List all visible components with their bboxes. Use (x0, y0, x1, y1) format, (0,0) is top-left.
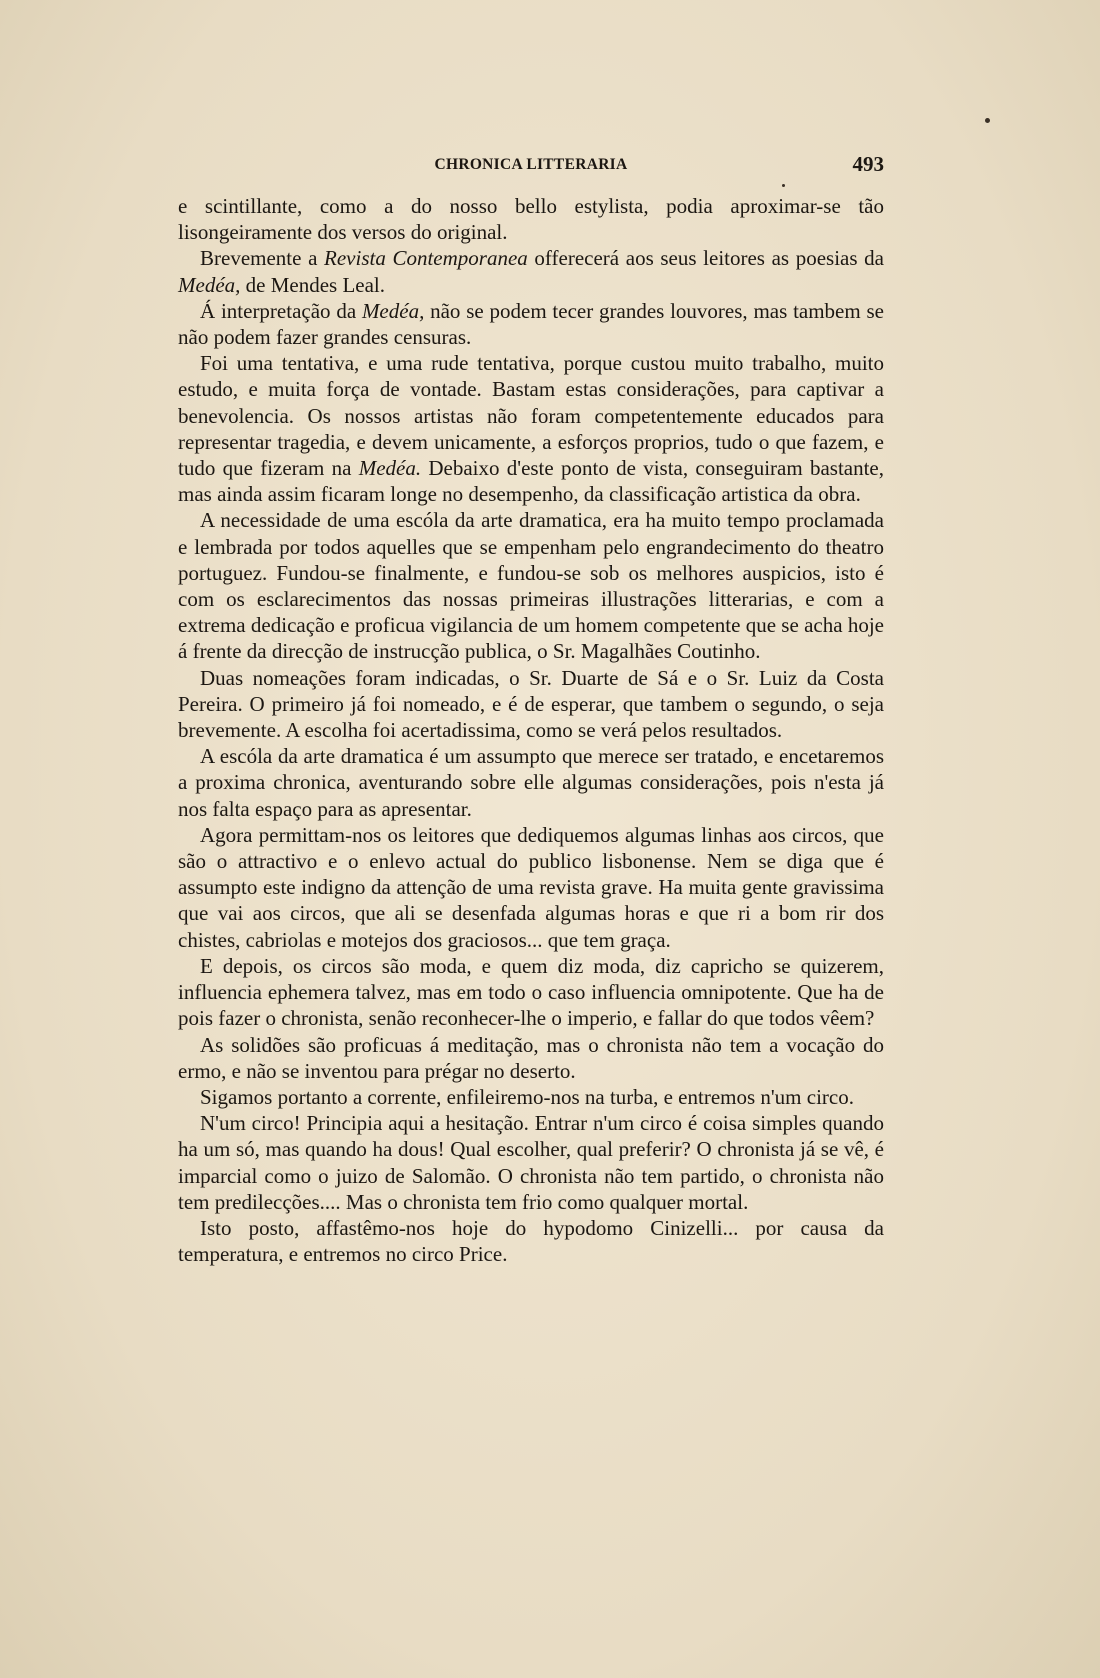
paragraph-p6 (178, 665, 884, 744)
text-run: Foi uma tentativa, e uma rude tentativa, porque custou muito trabalho, muito estudo, e muita força de vontade. Bastam estas considerações, para captivar a benevolencia. Os nossos artistas não foram competentemente educados para representar tragedia, e devem unicamente, a esforços proprios, tudo o que fazem, e tudo que fizeram na (178, 351, 884, 481)
text-run: As solidões são proficuas á meditação, mas o chronista não tem a vocação do ermo, e não se inventou para prégar no deserto. (178, 1032, 884, 1083)
text-run: Duas nomeações foram indicadas, o Sr. Duarte de Sá e o Sr. Luiz da Costa Pereira. O primeiro já foi nomeado, e é de esperar, que tambem o segundo, o seja brevemente. A escolha foi acertadissima, como se verá pelos resultados. (178, 665, 884, 743)
paragraph-p3 (178, 298, 884, 350)
paragraph-p12 (178, 1110, 884, 1215)
italic-title: Medéa. (358, 456, 422, 481)
paragraph-p9 (178, 953, 884, 1032)
text-run: Debaixo d'este ponto de vista, conseguiram bastante, mas ainda assim ficaram longe no desempenho, da classificação artistica da obra. (178, 456, 885, 507)
italic-title: Medéa, (178, 272, 241, 297)
paragraph-p11 (178, 1084, 884, 1110)
paragraph-p1 (178, 193, 884, 245)
text-run: de Mendes Leal. (240, 272, 386, 297)
page-number: 493 (852, 152, 884, 176)
ink-speck (985, 118, 990, 123)
text-run: E depois, os circos são moda, e quem diz moda, diz capricho se quizerem, influencia ephemera talvez, mas em todo o caso influencia omnipotente. Que ha de pois fazer o chronista, senão reconhecer-lhe o imperio, e fallar do que todos vêem? (178, 953, 884, 1031)
paragraph-p4 (178, 350, 884, 507)
text-run: N'um circo! Principia aqui a hesitação. Entrar n'um circo é coisa simples quando ha um só, mas quando ha dous! Qual escolher, qual preferir? O chronista já se vê, é imparcial como o juizo de Salomão. O chronista não tem partido, o chronista não tem predilecções.... Mas o chronista tem frio como qualquer mortal. (178, 1111, 884, 1214)
text-run: offerecerá aos seus leitores as poesias da (527, 246, 884, 271)
ink-speck (782, 184, 785, 187)
italic-title: Revista Contemporanea (324, 246, 528, 271)
text-run: e scintillante, como a do nosso bello estylista, podia aproximar-se tão lisongeiramente dos versos do original. (178, 194, 884, 245)
text-run: A escóla da arte dramatica é um assumpto que merece ser tratado, e encetaremos a proxima chronica, aventurando sobre elle algumas considerações, pois n'esta já nos falta espaço para as apresentar. (178, 744, 884, 821)
page-header (178, 152, 884, 182)
text-run: não se podem tecer grandes louvores, mas tambem se não podem fazer grandes censuras. (178, 298, 884, 350)
text-run: Isto posto, affastêmo-nos hoje do hypodomo Cinizelli... por causa da temperatura, e entremos no circo Price. (178, 1215, 884, 1267)
paragraph-p2 (178, 245, 884, 297)
paragraph-p13 (178, 1215, 884, 1267)
text-run: Agora permittam-nos os leitores que dediquemos algumas linhas aos circos, que são o attractivo e o enlevo actual do publico lisbonense. Nem se diga que é assumpto este indigno da attenção de uma revista grave. Ha muita gente gravissima que vai aos circos, que ali se desenfada algumas horas e que ri a bom rir dos chistes, cabriolas e motejos dos graciosos... que tem graça. (178, 822, 884, 952)
text-body (178, 193, 884, 1267)
text-run: Á interpretação da (200, 298, 362, 323)
text-run: Brevemente a (200, 246, 325, 271)
paragraph-p7 (178, 743, 884, 822)
paragraph-p8 (178, 822, 884, 953)
text-run: A necessidade de uma escóla da arte dramatica, era ha muito tempo proclamada e lembrada por todos aquelles que se empenham pelo engrandecimento do theatro portuguez. Fundou-se finalmente, e fundou-se sob os melhores auspicios, isto é com os esclarecimentos das nossas primeiras illustrações litterarias, e com a extrema dedicação e proficua vigilancia de um homem competente que se acha hoje á frente da direcção de instrucção publica, o Sr. Magalhães Coutinho. (178, 508, 884, 664)
paragraph-p5 (178, 507, 884, 664)
italic-title: Medéa, (361, 298, 425, 323)
paragraph-p10 (178, 1032, 884, 1084)
running-title: CHRONICA LITTERARIA (434, 156, 628, 173)
text-run: Sigamos portanto a corrente, enfileiremo-nos na turba, e entremos n'um circo. (200, 1084, 854, 1109)
